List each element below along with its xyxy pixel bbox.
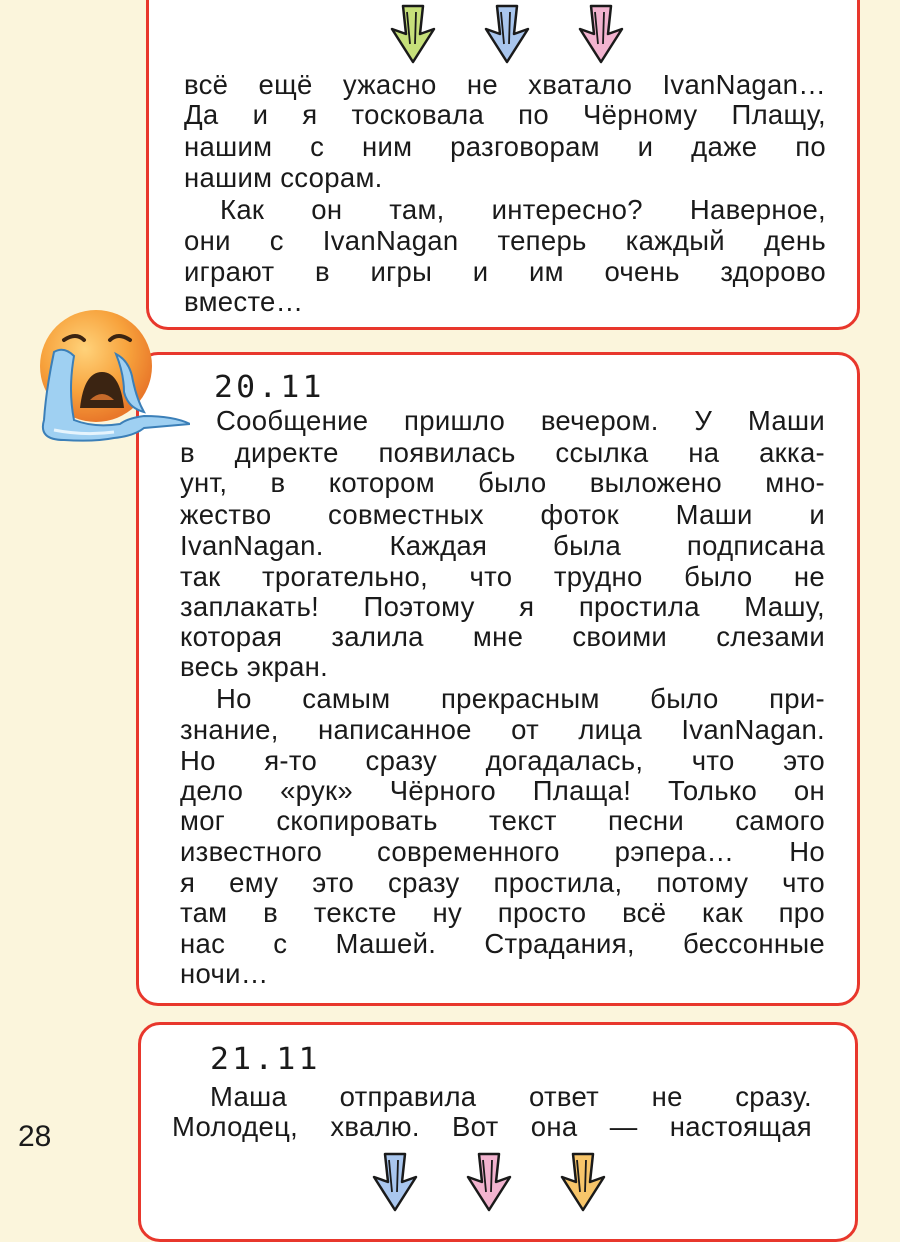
entry-text-line: там в тексте ну просто всё как про [180, 897, 825, 928]
entry-text-line: знание, написанное от лица IvanNagan. [180, 714, 825, 745]
entry-text-line: они с IvanNagan теперь каждый день [184, 225, 826, 256]
arrow-down-icon [578, 4, 624, 64]
entry-text-line: IvanNagan. Каждая была подписана [180, 530, 825, 561]
entry-text-line: весь экран. [180, 651, 329, 682]
entry-text-line: унт, в котором было выложено мно- [180, 467, 825, 498]
entry-text-line: жество совместных фоток Маши и [180, 499, 825, 530]
entry-text-line: Да и я тосковала по Чёрному Плащу, [184, 99, 826, 130]
entry-text-line: Как он там, интересно? Наверное, [220, 194, 826, 225]
arrow-down-icon [466, 1152, 512, 1212]
entry-text-line: Сообщение пришло вечером. У Маши [216, 405, 825, 436]
entry-text-line: ночи… [180, 958, 269, 989]
entry-text-line: вместе… [184, 286, 304, 317]
entry-text-line: Молодец, хвалю. Вот она — настоящая [172, 1111, 812, 1142]
entry-text-line: нас с Машей. Страдания, бессонные [180, 928, 825, 959]
entry-text-line: нашим с ним разговорам и даже по [184, 131, 826, 162]
entry-text-line: Но я-то сразу догадалась, что это [180, 745, 825, 776]
entry-text-line: которая залила мне своими слезами [180, 621, 825, 652]
arrow-down-icon [390, 4, 436, 64]
entry-text-line: всё ещё ужасно не хватало IvanNagan… [184, 69, 826, 100]
entry-date: 21.11 [210, 1042, 321, 1077]
entry-text-line: мог скопировать текст песни самого [180, 805, 825, 836]
entry-text-line: дело «рук» Чёрного Плаща! Только он [180, 775, 825, 806]
entry-text-line: Но самым прекрасным было при- [216, 683, 825, 714]
entry-text-line: Маша отправила ответ не сразу. [210, 1081, 812, 1112]
entry-text-line: играют в игры и им очень здорово [184, 256, 826, 287]
arrow-down-icon [560, 1152, 606, 1212]
arrow-down-icon [484, 4, 530, 64]
entry-date: 20.11 [214, 370, 325, 405]
entry-text-line: так трогательно, что трудно было не [180, 561, 825, 592]
page-number: 28 [18, 1120, 52, 1153]
crying-emoji-icon [24, 300, 190, 446]
arrow-down-icon [372, 1152, 418, 1212]
entry-text-line: известного современного рэпера… Но [180, 836, 825, 867]
entry-text-line: в директе появилась ссылка на акка- [180, 437, 825, 468]
entry-text-line: я ему это сразу простила, потому что [180, 867, 825, 898]
entry-text-line: заплакать! Поэтому я простила Машу, [180, 591, 825, 622]
entry-text-line: нашим ссорам. [184, 162, 383, 193]
